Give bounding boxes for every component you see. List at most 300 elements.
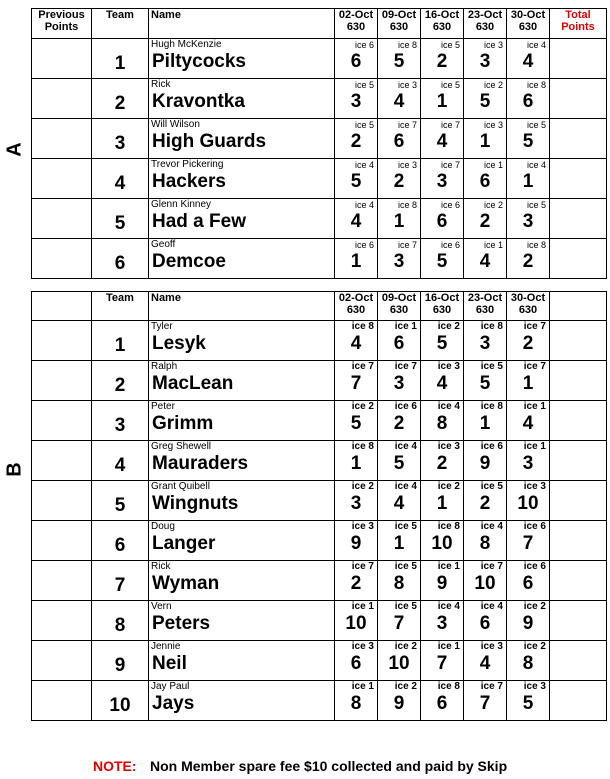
ice-assignment: ice 8 (351, 441, 374, 452)
date-header (421, 9, 464, 39)
ice-assignment: ice 2 (437, 481, 460, 492)
team-name: Wingnuts (152, 493, 239, 514)
ice-assignment: ice 6 (354, 240, 374, 250)
ice-assignment: ice 7 (397, 240, 417, 250)
game-cell (335, 239, 378, 279)
team-name: Demcoe (152, 251, 226, 272)
team-number: 5 (92, 481, 149, 521)
previous-points-header (32, 292, 92, 321)
game-cell (335, 199, 378, 239)
game-cell (378, 361, 421, 401)
game-cell (378, 601, 421, 641)
date-header (507, 9, 550, 39)
team-name-cell (149, 481, 335, 521)
team-name: MacLean (152, 373, 234, 394)
skip-name: Trevor Pickering (151, 159, 224, 170)
game-cell (464, 681, 507, 721)
opponent-number: 5 (350, 171, 362, 192)
skip-name: Rick (151, 561, 171, 572)
team-row (32, 401, 607, 441)
game-cell (335, 521, 378, 561)
ice-assignment: ice 1 (351, 681, 374, 692)
game-cell (421, 401, 464, 441)
ice-assignment: ice 7 (397, 120, 417, 130)
previous-points-cell (32, 119, 92, 159)
game-cell (335, 601, 378, 641)
skip-name: Tyler (151, 321, 173, 332)
ice-assignment: ice 3 (437, 441, 460, 452)
skip-name: Jennie (151, 641, 181, 652)
game-cell (421, 321, 464, 361)
team-name-cell (149, 681, 335, 721)
date-label: 09-Oct (381, 292, 417, 304)
game-cell (507, 321, 550, 361)
game-cell (464, 601, 507, 641)
ice-assignment: ice 4 (394, 481, 417, 492)
game-cell (335, 159, 378, 199)
team-number: 6 (92, 239, 149, 279)
opponent-number: 7 (479, 693, 491, 714)
ice-assignment: ice 2 (351, 401, 374, 412)
date-label: 16-Oct (424, 292, 460, 304)
note-text: Non Member spare fee $10 collected and paid by Skip (150, 758, 508, 774)
opponent-number: 10 (345, 613, 367, 634)
opponent-number: 9 (393, 693, 405, 714)
team-name: Lesyk (152, 333, 206, 354)
opponent-number: 6 (522, 573, 534, 594)
opponent-number: 5 (522, 693, 534, 714)
ice-assignment: ice 5 (480, 361, 503, 372)
team-row (32, 361, 607, 401)
ice-assignment: ice 3 (523, 681, 546, 692)
opponent-number: 6 (393, 333, 405, 354)
team-number: 4 (92, 441, 149, 481)
date-label: 02-Oct (338, 292, 374, 304)
date-header (378, 9, 421, 39)
game-cell (507, 481, 550, 521)
ice-assignment: ice 5 (440, 40, 460, 50)
team-row (32, 521, 607, 561)
opponent-number: 8 (350, 693, 362, 714)
opponent-number: 5 (479, 91, 491, 112)
skip-name: Greg Shewell (151, 441, 212, 452)
game-cell (421, 601, 464, 641)
game-cell (421, 681, 464, 721)
ice-assignment: ice 1 (394, 321, 417, 332)
opponent-number: 4 (479, 251, 491, 272)
previous-points-cell (32, 681, 92, 721)
draw-time: 630 (389, 304, 409, 316)
opponent-number: 4 (350, 333, 362, 354)
skip-name: Ralph (151, 361, 178, 372)
opponent-number: 5 (393, 453, 405, 474)
date-header (464, 9, 507, 39)
opponent-number: 1 (393, 533, 405, 554)
opponent-number: 3 (393, 251, 405, 272)
team-name: Had a Few (152, 211, 246, 232)
total-points-cell (550, 641, 607, 681)
opponent-number: 4 (393, 493, 405, 514)
game-cell (335, 401, 378, 441)
draw-time: 630 (346, 21, 366, 33)
division-b-header-row (32, 292, 607, 321)
ice-assignment: ice 2 (523, 641, 546, 652)
draw-time: 630 (518, 304, 538, 316)
game-cell (464, 401, 507, 441)
date-header (378, 292, 421, 321)
ice-assignment: ice 5 (394, 521, 417, 532)
skip-name: Vern (151, 601, 172, 612)
opponent-number: 6 (436, 211, 448, 232)
ice-assignment: ice 4 (526, 160, 546, 170)
game-cell (335, 481, 378, 521)
date-label: 09-Oct (381, 9, 417, 21)
previous-points-header: Previous Points (32, 9, 92, 39)
game-cell (335, 441, 378, 481)
team-name-cell (149, 39, 335, 79)
opponent-number: 4 (522, 51, 534, 72)
opponent-number: 8 (393, 573, 405, 594)
opponent-number: 2 (436, 453, 448, 474)
team-number: 2 (92, 361, 149, 401)
previous-points-cell (32, 79, 92, 119)
ice-assignment: ice 8 (480, 321, 503, 332)
ice-assignment: ice 3 (523, 481, 546, 492)
previous-points-cell (32, 361, 92, 401)
opponent-number: 4 (350, 211, 362, 232)
team-number: 8 (92, 601, 149, 641)
game-cell (464, 159, 507, 199)
ice-assignment: ice 2 (483, 80, 503, 90)
team-header: Team (92, 292, 149, 321)
skip-name: Will Wilson (151, 119, 200, 130)
opponent-number: 7 (350, 373, 362, 394)
ice-assignment: ice 6 (394, 401, 417, 412)
game-cell (335, 361, 378, 401)
opponent-number: 7 (393, 613, 405, 634)
game-cell (464, 441, 507, 481)
ice-assignment: ice 3 (480, 641, 503, 652)
game-cell (421, 199, 464, 239)
game-cell (378, 199, 421, 239)
previous-points-cell (32, 561, 92, 601)
game-cell (421, 39, 464, 79)
opponent-number: 10 (388, 653, 410, 674)
skip-name: Peter (151, 401, 175, 412)
team-row (32, 159, 607, 199)
previous-points-cell (32, 521, 92, 561)
previous-points-cell (32, 321, 92, 361)
team-number: 4 (92, 159, 149, 199)
team-name-cell (149, 239, 335, 279)
ice-assignment: ice 5 (394, 561, 417, 572)
team-name: Jays (152, 693, 195, 714)
opponent-number: 9 (436, 573, 448, 594)
date-label: 02-Oct (338, 9, 374, 21)
team-name: Kravontka (152, 91, 245, 112)
draw-time: 630 (432, 304, 452, 316)
division-a-body (32, 39, 607, 279)
draw-time: 630 (475, 21, 495, 33)
team-name-cell (149, 641, 335, 681)
team-row (32, 39, 607, 79)
opponent-number: 2 (522, 333, 534, 354)
opponent-number: 7 (522, 533, 534, 554)
game-cell (507, 79, 550, 119)
team-name-cell (149, 79, 335, 119)
ice-assignment: ice 3 (483, 120, 503, 130)
previous-points-cell (32, 39, 92, 79)
previous-points-cell (32, 401, 92, 441)
game-cell (335, 321, 378, 361)
ice-assignment: ice 7 (440, 160, 460, 170)
opponent-number: 6 (522, 91, 534, 112)
game-cell (421, 159, 464, 199)
team-name: Langer (152, 533, 216, 554)
opponent-number: 3 (350, 493, 362, 514)
game-cell (507, 199, 550, 239)
total-points-cell (550, 601, 607, 641)
draw-time: 630 (346, 304, 366, 316)
ice-assignment: ice 5 (526, 120, 546, 130)
division-b-label: B (3, 462, 26, 477)
total-points-cell (550, 441, 607, 481)
ice-assignment: ice 3 (397, 80, 417, 90)
opponent-number: 4 (522, 413, 534, 434)
total-points-header (550, 292, 607, 321)
game-cell (507, 401, 550, 441)
team-number: 6 (92, 521, 149, 561)
ice-assignment: ice 4 (437, 601, 460, 612)
team-number: 9 (92, 641, 149, 681)
date-label: 23-Oct (467, 292, 503, 304)
team-name-cell (149, 561, 335, 601)
ice-assignment: ice 4 (354, 160, 374, 170)
team-number: 5 (92, 199, 149, 239)
opponent-number: 3 (479, 333, 491, 354)
division-b-body (32, 321, 607, 721)
opponent-number: 2 (350, 573, 362, 594)
skip-name: Hugh McKenzie (151, 39, 222, 50)
ice-assignment: ice 4 (480, 601, 503, 612)
skip-name: Glenn Kinney (151, 199, 212, 210)
team-name-cell (149, 321, 335, 361)
ice-assignment: ice 7 (480, 681, 503, 692)
total-points-cell (550, 561, 607, 601)
opponent-number: 1 (522, 373, 534, 394)
opponent-number: 5 (522, 131, 534, 152)
game-cell (464, 79, 507, 119)
ice-assignment: ice 1 (437, 641, 460, 652)
ice-assignment: ice 7 (480, 561, 503, 572)
game-cell (464, 321, 507, 361)
team-row (32, 561, 607, 601)
game-cell (378, 239, 421, 279)
ice-assignment: ice 5 (480, 481, 503, 492)
opponent-number: 6 (393, 131, 405, 152)
game-cell (421, 561, 464, 601)
team-row (32, 239, 607, 279)
game-cell (378, 159, 421, 199)
name-header: Name (149, 9, 335, 39)
skip-name: Rick (151, 79, 171, 90)
ice-assignment: ice 6 (523, 561, 546, 572)
ice-assignment: ice 5 (394, 601, 417, 612)
skip-name: Doug (151, 521, 175, 532)
game-cell (507, 239, 550, 279)
division-a-label: A (3, 142, 26, 157)
game-cell (464, 39, 507, 79)
game-cell (464, 641, 507, 681)
game-cell (378, 441, 421, 481)
game-cell (378, 119, 421, 159)
game-cell (507, 601, 550, 641)
name-header: Name (149, 292, 335, 321)
team-number: 7 (92, 561, 149, 601)
opponent-number: 5 (436, 251, 448, 272)
game-cell (378, 561, 421, 601)
opponent-number: 1 (436, 91, 448, 112)
team-row (32, 641, 607, 681)
team-row (32, 79, 607, 119)
team-number: 2 (92, 79, 149, 119)
draw-time: 630 (475, 304, 495, 316)
ice-assignment: ice 3 (397, 160, 417, 170)
date-header (335, 9, 378, 39)
ice-assignment: ice 7 (440, 120, 460, 130)
opponent-number: 5 (350, 413, 362, 434)
skip-name: Geoff (151, 239, 176, 250)
ice-assignment: ice 4 (480, 521, 503, 532)
ice-assignment: ice 4 (394, 441, 417, 452)
game-cell (378, 681, 421, 721)
team-name: Grimm (152, 413, 214, 434)
ice-assignment: ice 7 (394, 361, 417, 372)
draw-time: 630 (518, 21, 538, 33)
ice-assignment: ice 8 (437, 681, 460, 692)
game-cell (421, 441, 464, 481)
team-name-cell (149, 601, 335, 641)
date-header (335, 292, 378, 321)
opponent-number: 2 (436, 51, 448, 72)
opponent-number: 9 (350, 533, 362, 554)
ice-assignment: ice 7 (351, 361, 374, 372)
game-cell (378, 321, 421, 361)
ice-assignment: ice 1 (483, 240, 503, 250)
ice-assignment: ice 4 (354, 200, 374, 210)
opponent-number: 1 (393, 211, 405, 232)
game-cell (378, 481, 421, 521)
ice-assignment: ice 3 (351, 641, 374, 652)
total-points-header: Total Points (550, 9, 607, 39)
opponent-number: 5 (393, 51, 405, 72)
opponent-number: 1 (479, 413, 491, 434)
game-cell (378, 641, 421, 681)
team-row (32, 119, 607, 159)
ice-assignment: ice 6 (440, 200, 460, 210)
opponent-number: 6 (479, 613, 491, 634)
ice-assignment: ice 8 (397, 40, 417, 50)
ice-assignment: ice 7 (523, 321, 546, 332)
ice-assignment: ice 6 (440, 240, 460, 250)
previous-points-cell (32, 601, 92, 641)
opponent-number: 2 (350, 131, 362, 152)
game-cell (421, 361, 464, 401)
ice-assignment: ice 2 (394, 681, 417, 692)
opponent-number: 4 (436, 131, 448, 152)
ice-assignment: ice 5 (440, 80, 460, 90)
game-cell (421, 79, 464, 119)
team-name-cell (149, 199, 335, 239)
opponent-number: 3 (350, 91, 362, 112)
previous-points-cell (32, 239, 92, 279)
team-number: 1 (92, 321, 149, 361)
opponent-number: 1 (479, 131, 491, 152)
game-cell (464, 119, 507, 159)
game-cell (335, 39, 378, 79)
team-name-cell (149, 159, 335, 199)
ice-assignment: ice 4 (526, 40, 546, 50)
ice-assignment: ice 5 (354, 80, 374, 90)
opponent-number: 1 (522, 171, 534, 192)
game-cell (507, 441, 550, 481)
opponent-number: 2 (479, 211, 491, 232)
ice-assignment: ice 8 (437, 521, 460, 532)
opponent-number: 3 (522, 211, 534, 232)
opponent-number: 2 (393, 171, 405, 192)
ice-assignment: ice 2 (351, 481, 374, 492)
team-name-cell (149, 119, 335, 159)
ice-assignment: ice 1 (351, 601, 374, 612)
game-cell (464, 239, 507, 279)
game-cell (507, 521, 550, 561)
game-cell (507, 159, 550, 199)
opponent-number: 3 (479, 51, 491, 72)
opponent-number: 3 (436, 613, 448, 634)
game-cell (464, 199, 507, 239)
opponent-number: 5 (436, 333, 448, 354)
game-cell (421, 119, 464, 159)
team-name: Peters (152, 613, 211, 634)
opponent-number: 9 (479, 453, 491, 474)
opponent-number: 6 (436, 693, 448, 714)
skip-name: Grant Quibell (151, 481, 210, 492)
opponent-number: 2 (393, 413, 405, 434)
ice-assignment: ice 1 (437, 561, 460, 572)
opponent-number: 10 (431, 533, 453, 554)
ice-assignment: ice 4 (437, 401, 460, 412)
opponent-number: 10 (474, 573, 496, 594)
opponent-number: 2 (479, 493, 491, 514)
team-row (32, 441, 607, 481)
total-points-cell (550, 481, 607, 521)
draw-time: 630 (432, 21, 452, 33)
opponent-number: 1 (350, 453, 362, 474)
opponent-number: 8 (479, 533, 491, 554)
ice-assignment: ice 2 (483, 200, 503, 210)
game-cell (421, 481, 464, 521)
game-cell (507, 681, 550, 721)
team-number: 10 (92, 681, 149, 721)
division-a-table (31, 8, 607, 279)
total-points-cell (550, 199, 607, 239)
team-number: 3 (92, 401, 149, 441)
previous-points-cell (32, 159, 92, 199)
ice-assignment: ice 7 (351, 561, 374, 572)
game-cell (421, 641, 464, 681)
total-points-cell (550, 401, 607, 441)
game-cell (507, 119, 550, 159)
